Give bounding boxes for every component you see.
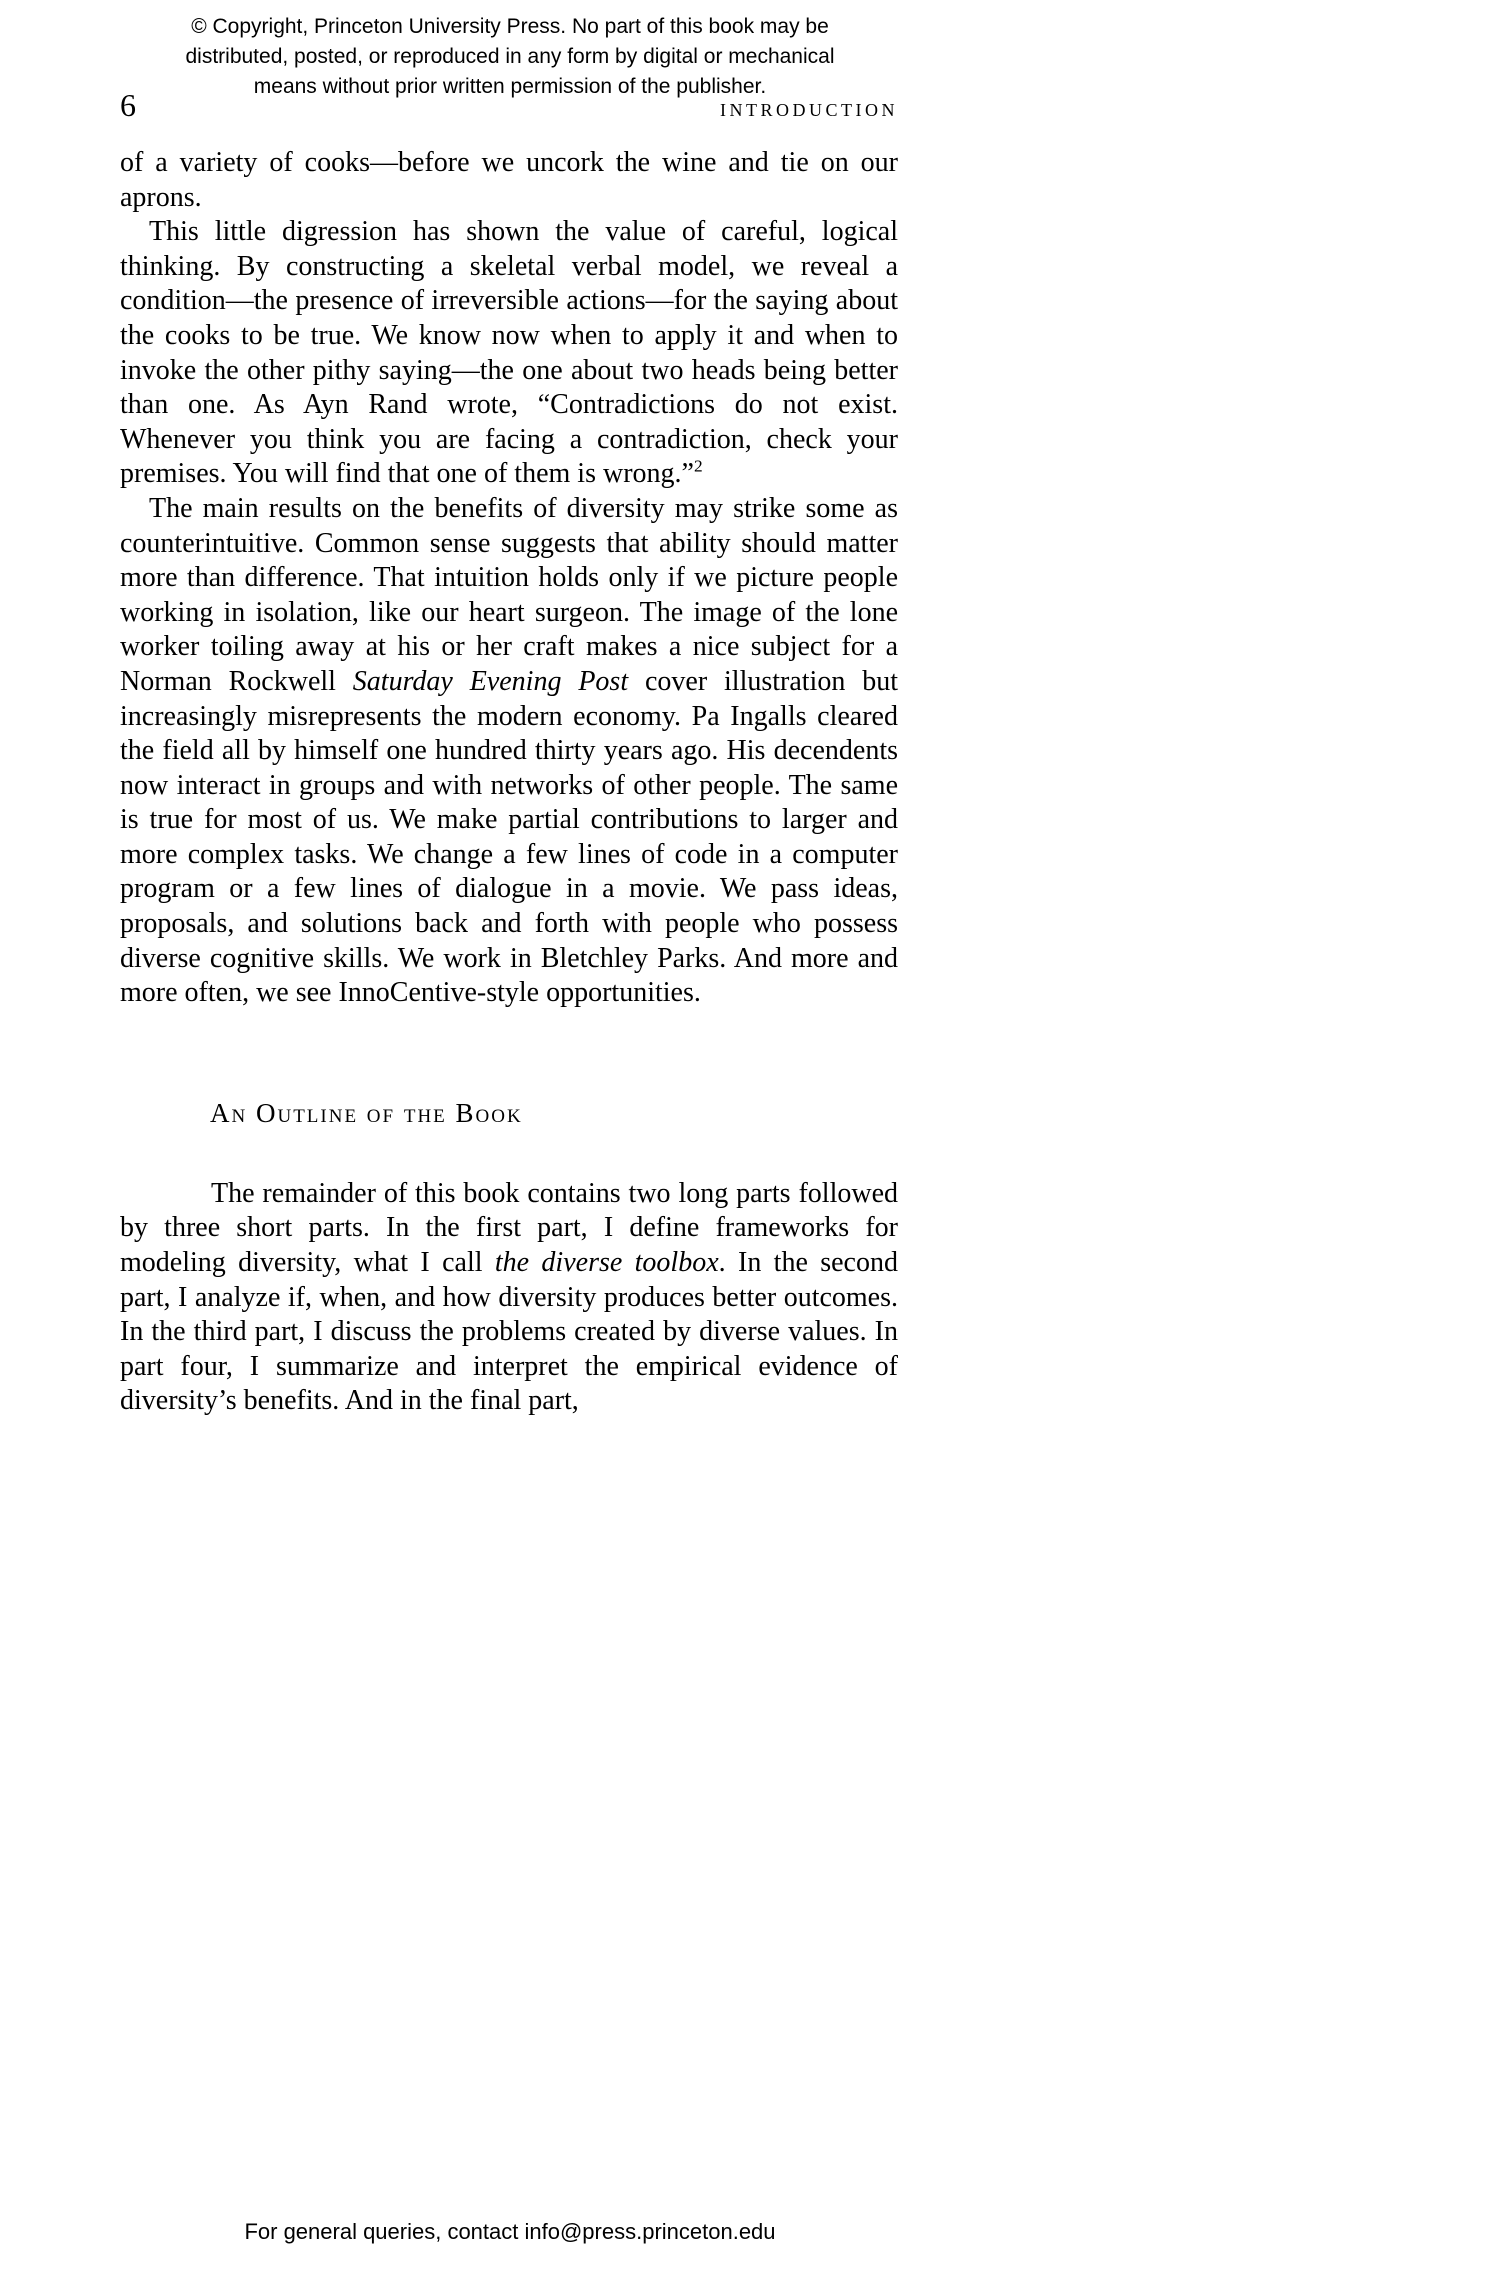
paragraph: [120, 215, 898, 492]
text-run: of a variety of cooks—before we uncork the wine and tie on our aprons.: [120, 147, 898, 213]
text-run: The remainder of this book contains two long parts followed by three short parts. In the first part, I define frameworks for modeling diversity, what I call: [120, 1177, 898, 1279]
body-text: [120, 146, 898, 1419]
text-run: The main results on the benefits of diversity may strike some as counterintuitive. Common sense suggests that ability should matter more than difference. That intuition holds only if we picture people working in isolation, like our heart surgeon. The image of the lone worker toiling away at his or her craft makes a nice subject for a Norman Rockwell: [120, 492, 898, 697]
page-footer: For general queries, contact info@press.princeton.edu: [244, 2219, 776, 2244]
copyright-line: © Copyright, Princeton University Press. No part of this book may be: [191, 15, 829, 38]
text-run: Saturday Evening Post: [352, 665, 629, 697]
text-run: cover illustration but increasingly misrepresents the modern economy. Pa Ingalls cleared the field all by himself one hundred thirty years ago. His decendents now interact in groups and with networks of other people. The same is true for most of us. We make partial contributions to larger and more complex tasks. We change a few lines of code in a computer program or a few lines of dialogue in a movie. We pass ideas, proposals, and solutions back and forth with people who possess diverse cognitive skills. We work in Bletchley Parks. And more and more often, we see InnoCentive-style opportunities.: [120, 665, 898, 1009]
section-heading: An Outline of the Book: [210, 1097, 523, 1128]
page-number: 6: [120, 87, 136, 123]
text-run: . In the second part, I analyze if, when, and how diversity produces better outcomes. In the third part, I discuss the problems created by diverse values. In part four, I summarize and interpret the empirical evidence of diversity’s benefits. And in the final part,: [120, 1247, 898, 1417]
running-header: INTRODUCTION: [720, 100, 898, 120]
paragraph: [120, 1177, 898, 1419]
text-run: the diverse toolbox: [494, 1247, 719, 1279]
copyright-line: means without prior written permission of the publisher.: [253, 75, 767, 98]
copyright-line: distributed, posted, or reproduced in any form by digital or mechanical: [185, 45, 835, 68]
text-run: This little digression has shown the value of careful, logical thinking. By constructing a skeletal verbal model, we reveal a condition—the presence of irreversible actions—for the saying about the cooks to be true. We know now when to apply it and when to invoke the other pithy saying—the one about two heads being better than one. As Ayn Rand wrote, “Contradictions do not exist. Whenever you think you are facing a contradiction, check your premises. You will find that one of them is wrong.”: [120, 216, 898, 490]
page-header: [120, 88, 898, 127]
text-run: 2: [693, 457, 703, 477]
paragraph: [120, 492, 898, 1011]
paragraph: [120, 146, 898, 215]
